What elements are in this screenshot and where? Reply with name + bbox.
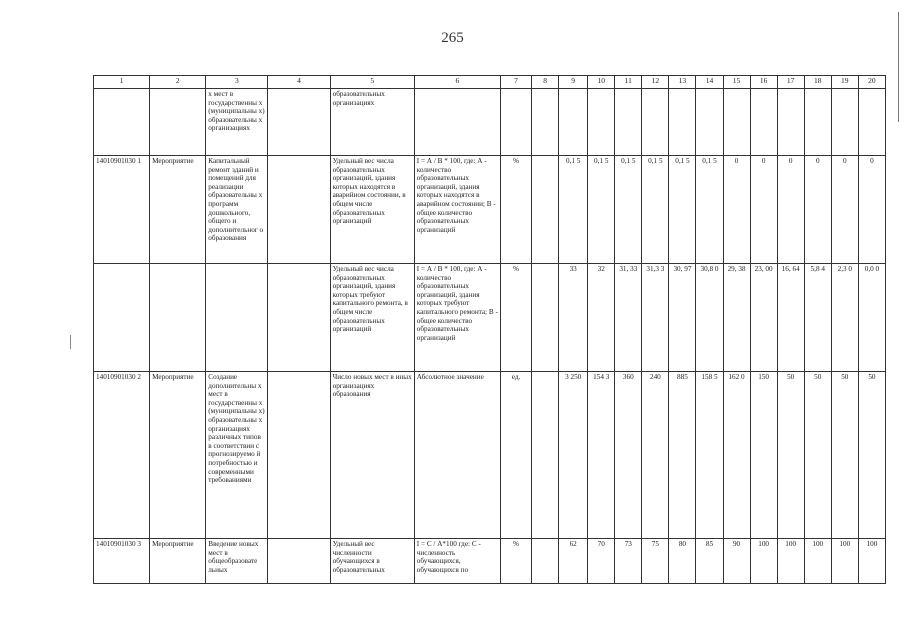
value-cell: 85 bbox=[696, 539, 723, 584]
col8-cell bbox=[532, 539, 559, 584]
value-cell: 50 bbox=[777, 372, 804, 539]
table-row bbox=[94, 372, 886, 539]
value-cell: 80 bbox=[669, 539, 696, 584]
value-cell bbox=[777, 89, 804, 156]
formula-cell: I = А / В * 100, где: А - количество образовательных организаций, здания которых находятся в аварийном состоянии; В - общее количество образовательных организаций bbox=[414, 156, 500, 264]
value-cell: 885 bbox=[669, 372, 696, 539]
col-header: 10 bbox=[588, 76, 615, 89]
name-cell: Введение новых мест в общеобразовате льных bbox=[206, 539, 268, 584]
code-cell bbox=[94, 89, 150, 156]
col-header: 8 bbox=[532, 76, 559, 89]
value-cell bbox=[831, 89, 858, 156]
scan-speck bbox=[70, 335, 71, 349]
value-cell: 73 bbox=[615, 539, 642, 584]
col8-cell bbox=[532, 156, 559, 264]
value-cell: 90 bbox=[723, 539, 750, 584]
col4-cell bbox=[268, 264, 330, 372]
col4-cell bbox=[268, 372, 330, 539]
col8-cell bbox=[532, 89, 559, 156]
type-cell bbox=[150, 89, 206, 156]
value-cell bbox=[723, 89, 750, 156]
value-cell: 5,8 4 bbox=[804, 264, 831, 372]
table-row bbox=[94, 264, 886, 372]
code-cell: 14010901030 3 bbox=[94, 539, 150, 584]
col-header: 2 bbox=[150, 76, 206, 89]
value-cell bbox=[858, 89, 885, 156]
value-cell: 2,3 0 bbox=[831, 264, 858, 372]
value-cell bbox=[750, 89, 777, 156]
value-cell: 0 bbox=[831, 156, 858, 264]
value-cell bbox=[642, 89, 669, 156]
value-cell bbox=[588, 89, 615, 156]
indicator-cell: Удельный вес численности обучающихся в образовательных bbox=[330, 539, 414, 584]
code-cell: 14010901030 2 bbox=[94, 372, 150, 539]
col-header: 5 bbox=[330, 76, 414, 89]
code-cell: 14010901030 1 bbox=[94, 156, 150, 264]
col-header: 19 bbox=[831, 76, 858, 89]
value-cell: 0,1 5 bbox=[559, 156, 588, 264]
value-cell: 0,1 5 bbox=[615, 156, 642, 264]
col-header: 13 bbox=[669, 76, 696, 89]
col4-cell bbox=[268, 539, 330, 584]
type-cell: Мероприятие bbox=[150, 372, 206, 539]
value-cell bbox=[804, 89, 831, 156]
value-cell: 100 bbox=[831, 539, 858, 584]
col-header: 9 bbox=[559, 76, 588, 89]
value-cell: 31, 33 bbox=[615, 264, 642, 372]
col-header: 16 bbox=[750, 76, 777, 89]
name-cell: Создание дополнительны х мест в государственны х (муниципальны х) образовательны х организациях различных типов в соответствии с прогнозируемо й потребностью и современными требованиями bbox=[206, 372, 268, 539]
type-cell bbox=[150, 264, 206, 372]
value-cell: 154 3 bbox=[588, 372, 615, 539]
col8-cell bbox=[532, 372, 559, 539]
value-cell: 360 bbox=[615, 372, 642, 539]
value-cell: 70 bbox=[588, 539, 615, 584]
value-cell: 30, 97 bbox=[669, 264, 696, 372]
col-header: 1 bbox=[94, 76, 150, 89]
col8-cell bbox=[532, 264, 559, 372]
value-cell: 50 bbox=[858, 372, 885, 539]
value-cell: 0,1 5 bbox=[642, 156, 669, 264]
value-cell: 0,1 5 bbox=[588, 156, 615, 264]
col4-cell bbox=[268, 156, 330, 264]
formula-cell bbox=[414, 89, 500, 156]
table-row bbox=[94, 156, 886, 264]
indicator-cell: Удельный вес числа образовательных организаций, здания которых находятся в аварийном состоянии, в общем числе образовательных организаций bbox=[330, 156, 414, 264]
value-cell bbox=[559, 89, 588, 156]
value-cell: 31,3 3 bbox=[642, 264, 669, 372]
col-header: 7 bbox=[501, 76, 532, 89]
value-cell: 0 bbox=[723, 156, 750, 264]
name-cell: Капитальный ремонт зданий и помещений для реализации образовательны х программ дошкольного, общего и дополнительног о образования bbox=[206, 156, 268, 264]
value-cell: 100 bbox=[858, 539, 885, 584]
value-cell bbox=[615, 89, 642, 156]
value-cell: 50 bbox=[831, 372, 858, 539]
col-header: 14 bbox=[696, 76, 723, 89]
type-cell: Мероприятие bbox=[150, 539, 206, 584]
table-row bbox=[94, 539, 886, 584]
col-header: 6 bbox=[414, 76, 500, 89]
value-cell: 0 bbox=[804, 156, 831, 264]
value-cell: 23, 00 bbox=[750, 264, 777, 372]
value-cell: 0 bbox=[777, 156, 804, 264]
formula-cell: I = С / А*100 где: С - численность обучающихся, обучающихся по bbox=[414, 539, 500, 584]
value-cell: 29, 38 bbox=[723, 264, 750, 372]
value-cell: 30,8 0 bbox=[696, 264, 723, 372]
indicator-cell: Удельный вес числа образовательных организаций, здания которых требуют капитального ремонта, в общем числе образовательных организаций bbox=[330, 264, 414, 372]
formula-cell: Абсолютное значение bbox=[414, 372, 500, 539]
name-cell: х мест в государственны х (муниципальны х) образовательны х организациях bbox=[206, 89, 268, 156]
col-header: 3 bbox=[206, 76, 268, 89]
col-header: 17 bbox=[777, 76, 804, 89]
page-edge-mark bbox=[898, 12, 899, 122]
col-header: 12 bbox=[642, 76, 669, 89]
page-number: 265 bbox=[441, 30, 464, 46]
value-cell: 75 bbox=[642, 539, 669, 584]
name-cell bbox=[206, 264, 268, 372]
code-cell bbox=[94, 264, 150, 372]
value-cell: 100 bbox=[777, 539, 804, 584]
value-cell: 0 bbox=[750, 156, 777, 264]
unit-cell bbox=[501, 89, 532, 156]
value-cell bbox=[696, 89, 723, 156]
unit-cell: % bbox=[501, 539, 532, 584]
value-cell: 62 bbox=[559, 539, 588, 584]
unit-cell: % bbox=[501, 264, 532, 372]
col4-cell bbox=[268, 89, 330, 156]
value-cell: 3 250 bbox=[559, 372, 588, 539]
value-cell: 0,1 5 bbox=[669, 156, 696, 264]
program-table bbox=[93, 75, 886, 584]
value-cell: 16, 64 bbox=[777, 264, 804, 372]
value-cell: 33 bbox=[559, 264, 588, 372]
value-cell: 32 bbox=[588, 264, 615, 372]
col-header: 20 bbox=[858, 76, 885, 89]
table-row bbox=[94, 89, 886, 156]
value-cell: 50 bbox=[804, 372, 831, 539]
value-cell: 100 bbox=[750, 539, 777, 584]
value-cell: 150 bbox=[750, 372, 777, 539]
unit-cell: % bbox=[501, 156, 532, 264]
col-header: 11 bbox=[615, 76, 642, 89]
col-header: 4 bbox=[268, 76, 330, 89]
formula-cell: I = А / В * 100, где: А - количество образовательных организаций, здания которых требуют капитального ремонта; В - общее количество образовательных организаций bbox=[414, 264, 500, 372]
unit-cell: ед. bbox=[501, 372, 532, 539]
indicator-cell: образовательных организациях bbox=[330, 89, 414, 156]
value-cell: 0 bbox=[858, 156, 885, 264]
type-cell: Мероприятие bbox=[150, 156, 206, 264]
value-cell: 100 bbox=[804, 539, 831, 584]
value-cell: 162 0 bbox=[723, 372, 750, 539]
value-cell bbox=[669, 89, 696, 156]
indicator-cell: Число новых мест в иных организациях образования bbox=[330, 372, 414, 539]
col-header: 18 bbox=[804, 76, 831, 89]
col-header: 15 bbox=[723, 76, 750, 89]
value-cell: 158 5 bbox=[696, 372, 723, 539]
value-cell: 0,1 5 bbox=[696, 156, 723, 264]
value-cell: 240 bbox=[642, 372, 669, 539]
value-cell: 0,0 0 bbox=[858, 264, 885, 372]
header-row bbox=[94, 76, 886, 89]
